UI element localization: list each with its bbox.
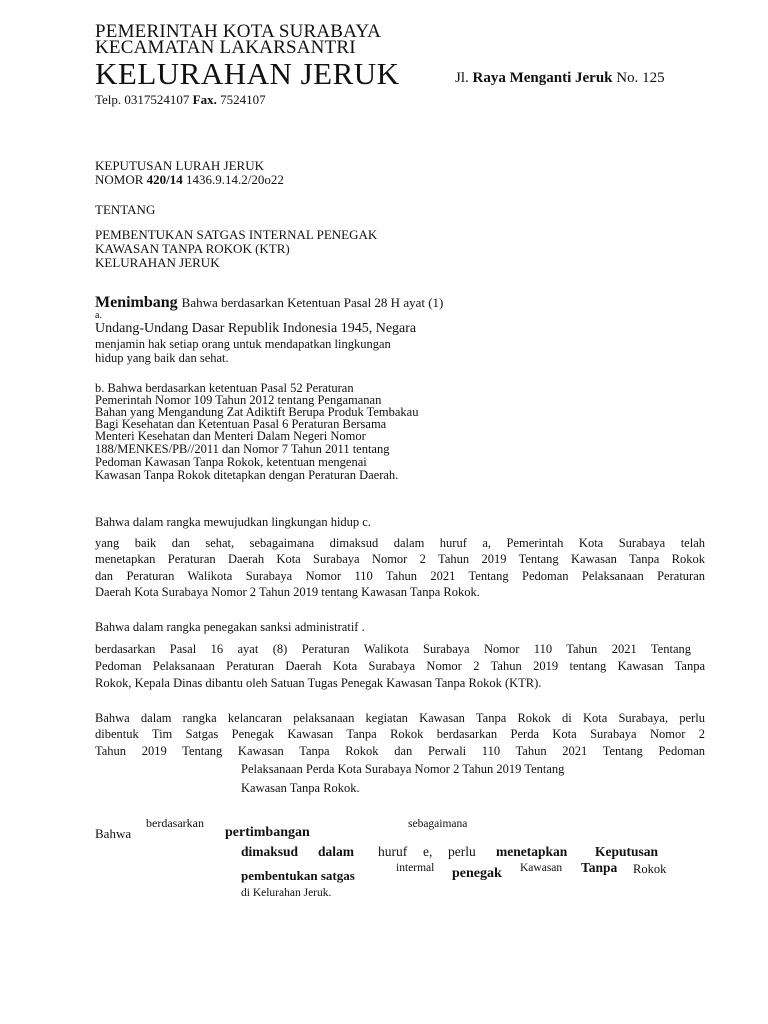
point-e-line: dibentuk Tim Satgas Penegak Kawasan Tanpa Rokok berdasarkan Perda Kota Surabaya Nomor 2 [95, 727, 705, 741]
f-word: dimaksud [241, 844, 299, 859]
f-word: Kawasan [520, 862, 563, 874]
point-c-line: dan Peraturan Walikota Surabaya Nomor 110 Tahun 2021 Tentang Pedoman Pelaksanaan Peraturan [95, 569, 705, 583]
point-e-line: Tahun 2019 Tentang Kawasan Tanpa Rokok dan Perwali 110 Tahun 2021 Tentang Pedoman [95, 744, 705, 758]
f-word: Bahwa [95, 826, 132, 841]
contact-line [95, 93, 266, 106]
address-street: Raya Menganti Jeruk [472, 70, 613, 86]
f-word: e, [423, 844, 433, 859]
point-b-line: Bagi Kesehatan dan Ketentuan Pasal 6 Peraturan Bersama [95, 417, 387, 431]
f-word: Keputusan [595, 844, 659, 859]
f-word: sebagaimana [408, 818, 468, 830]
point-b-line: Bahan yang Mengandung Zat Adiktift Berupa Produk Tembakau [95, 405, 419, 419]
subject-line: KELURAHAN JERUK [95, 255, 220, 270]
number-label: NOMOR [95, 172, 144, 187]
menimbang-label: Menimbang [95, 294, 178, 311]
f-word: menetapkan [496, 844, 568, 859]
point-a-line: hidup yang baik dan sehat. [95, 351, 229, 365]
point-b-line: Pemerintah Nomor 109 Tahun 2012 tentang Pengamanan [95, 393, 382, 407]
f-word: pembentukan satgas [241, 868, 355, 883]
f-word: pertimbangan [225, 825, 310, 840]
point-c-line: Daerah Kota Surabaya Nomor 2 Tahun 2019 tentang Kawasan Tanpa Rokok. [95, 585, 480, 599]
address [455, 71, 665, 86]
point-d-head: Bahwa dalam rangka penegakan sanksi administratif . [95, 620, 365, 634]
f-word: berdasarkan [146, 816, 204, 830]
point-e-line: Bahwa dalam rangka kelancaran pelaksanaan kegiatan Kawasan Tanpa Rokok di Kota Surabaya, perlu [95, 711, 705, 725]
f-word: Rokok [633, 862, 667, 876]
f-word: penegak [452, 866, 502, 881]
point-e-tail: Kawasan Tanpa Rokok. [241, 781, 360, 795]
decree-number [95, 173, 284, 186]
point-b-line: Pedoman Kawasan Tanpa Rokok, ketentuan mengenai [95, 455, 367, 469]
point-b-line: b. Bahwa berdasarkan ketentuan Pasal 52 Peraturan [95, 381, 354, 395]
village-name: KELURAHAN JERUK [95, 56, 400, 91]
about-label: TENTANG [95, 202, 156, 217]
point-b-line: 188/MENKES/PB//2011 dan Nomor 7 Tahun 2011 tentang [95, 442, 390, 456]
point-a-first: Bahwa berdasarkan Ketentuan Pasal 28 H ayat (1) [181, 295, 444, 310]
gov-name: PEMERINTAH KOTA SURABAYA [95, 21, 382, 42]
fax-number: 7524107 [220, 92, 266, 107]
address-prefix: Jl. [455, 70, 469, 86]
f-word: di Kelurahan Jeruk. [241, 887, 332, 899]
point-d-line: Pedoman Pelaksanaan Peraturan Daerah Kota Surabaya Nomor 2 Tahun 2019 tentang Kawasan Tanpa [95, 659, 705, 673]
decree-title: KEPUTUSAN LURAH JERUK [95, 158, 265, 173]
district-name: KECAMATAN LAKARSANTRI [95, 37, 356, 58]
number-bold: 420/14 [146, 172, 183, 187]
point-d-line: berdasarkan Pasal 16 ayat (8) Peraturan Walikota Surabaya Nomor 110 Tahun 2021 Tentang [95, 642, 691, 656]
telp: Telp. 0317524107 [95, 92, 190, 107]
menimbang-a-first [95, 295, 443, 311]
f-word: intermal [396, 862, 435, 874]
point-b-line: Menteri Kesehatan dan Menteri Dalam Negeri Nomor [95, 429, 366, 443]
number-rest: 1436.9.14.2/20o22 [186, 172, 284, 187]
f-word: Tanpa [581, 860, 618, 875]
point-c-line: menetapkan Peraturan Daerah Kota Surabaya Nomor 2 Tahun 2019 Tentang Kawasan Tanpa Rokok [95, 552, 705, 566]
fax-label: Fax. [192, 92, 217, 107]
f-word: perlu [448, 844, 476, 859]
address-number: No. 125 [616, 70, 665, 86]
point-a-line: menjamin hak setiap orang untuk mendapatkan lingkungan [95, 337, 391, 351]
point-a-marker: a. [95, 310, 102, 321]
f-word: dalam [318, 844, 355, 859]
subject-line: PEMBENTUKAN SATGAS INTERNAL PENEGAK [95, 227, 378, 242]
point-a-line: Undang-Undang Dasar Republik Indonesia 1945, Negara [95, 321, 417, 336]
point-d-line: Rokok, Kepala Dinas dibantu oleh Satuan Tugas Penegak Kawasan Tanpa Rokok (KTR). [95, 676, 542, 690]
point-e-tail: Pelaksanaan Perda Kota Surabaya Nomor 2 Tahun 2019 Tentang [241, 762, 565, 776]
point-c-line: yang baik dan sehat, sebagaimana dimaksud dalam huruf a, Pemerintah Kota Surabaya telah [95, 536, 705, 550]
subject-line: KAWASAN TANPA ROKOK (KTR) [95, 241, 290, 256]
f-word: huruf [378, 844, 408, 859]
point-b-line: Kawasan Tanpa Rokok ditetapkan dengan Peraturan Daerah. [95, 468, 399, 482]
point-c-head: Bahwa dalam rangka mewujudkan lingkungan hidup c. [95, 515, 371, 529]
